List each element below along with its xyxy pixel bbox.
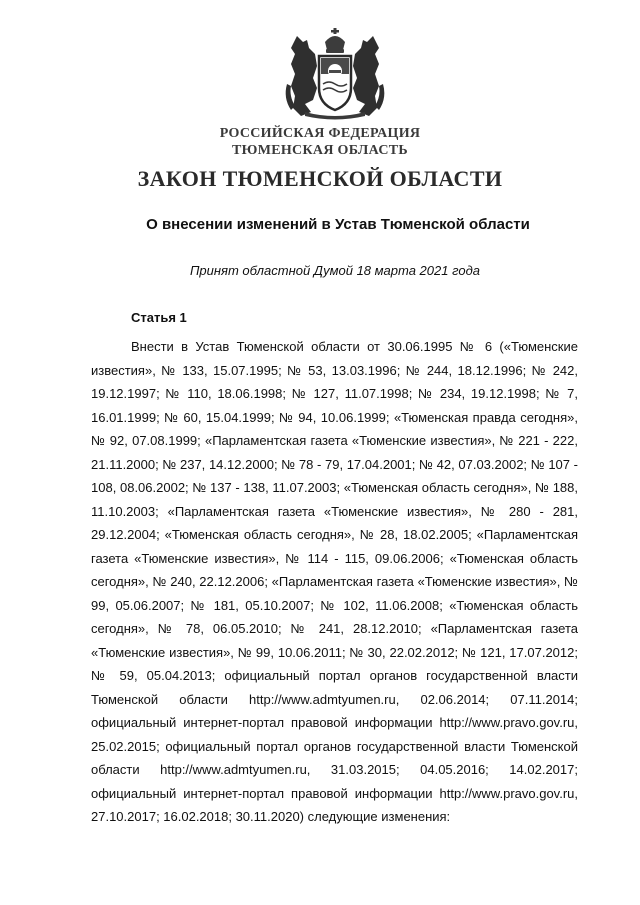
law-title: ЗАКОН ТЮМЕНСКОЙ ОБЛАСТИ (137, 166, 503, 191)
article-heading: Статья 1 (131, 310, 187, 325)
federation-heading: РОССИЙСКАЯ ФЕДЕРАЦИЯ (219, 126, 421, 141)
article-text: Внести в Устав Тюменской области от 30.06.1995 № 6 («Тюменские известия», № 133, 15.07.1995; № 53, 13.03.1996; № 244, 18.12.1996; № 242, 19.12.1997; № 110, 18.06.1998; № 127, 11.07.1998; № 234, 19.12.1998; № 7, 16.01.1999; № 60, 15.04.1999; № 94, 10.06.1999; «Тюменская правда сегодня», № 92, 07.08.1999; «Парламентская газета «Тюменские известия», № 221 - 222, 21.11.2000; № 237, 14.12.2000; № 78 - 79, 17.04.2001; № 42, 07.03.2002; № 107 - 108, 08.06.2002; № 137 - 138, 11.07.2003; «Тюменская область сегодня», № 188, 11.10.2003; «Парламентская газета «Тюменские известия», № 280 - 281, 29.12.2004; «Тюменская область сегодня», № 28, 18.02.2005; «Парламентская газета «Тюменские известия», № 114 - 115, 09.06.2006; «Тюменская область сегодня», № 240, 22.12.2006; «Парламентская газета «Тюменские известия», № 99, 05.06.2007; № 181, 05.10.2007; № 102, 11.06.2008; «Тюменская область сегодня», № 78, 06.05.2010; № 241, 28.12.2010; «Парламентская газета «Тюменские известия», № 99, 10.06.2011; № 30, 22.02.2012; № 121, 17.07.2012; № 59, 05.04.2013; официальный портал органов государственной власти Тюменской области http://www.admtyumen.ru, 02.06.2014; 07.11.2014; официальный интернет-портал правовой информации http://www.pravo.gov.ru, 25.02.2015; официальный портал органов государственной власти Тюменской области http://www.admtyumen.ru, 31.03.2015; 04.05.2016; 14.02.2017; официальный интернет-портал правовой информации http://www.pravo.gov.ru, 27.10.2017; 16.02.2018; 30.11.2020) следующие изменения: (91, 339, 578, 824)
law-subject: О внесении изменений в Устав Тюменской области (146, 216, 530, 233)
region-heading: ТЮМЕНСКАЯ ОБЛАСТЬ (232, 143, 408, 158)
adoption-note: Принят областной Думой 18 марта 2021 года (190, 263, 480, 278)
coat-of-arms-icon (283, 28, 387, 120)
